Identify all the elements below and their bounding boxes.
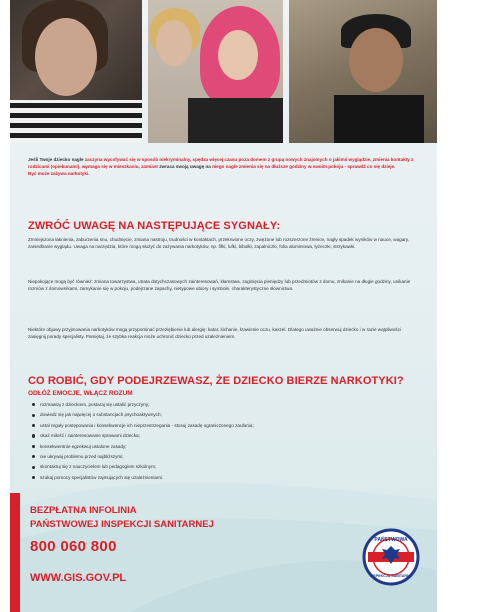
photo-mother-daughter [148,0,283,143]
leaflet-page [10,0,437,612]
signals-paragraph-2: Niepokojące mogą być również: zmiana towarzystwa, utrata dotychczasowych zainteresowań, kłamstwa, zaginięcia pieniędzy lub przedmiotów z domu, znikanie na długie godziny, unikanie rozmów z domownikami, zamykanie się w pokoju, podejrzane zapachy, nietypowe ubiory i symbole, charakterystyczne słownictwo. [28,279,411,291]
logo-bottom-text: INSPEKCJA SANITARNA [369,574,413,578]
photo-strip [10,0,437,143]
logo-top-text: PAŃSTWOWA [374,537,408,543]
signals-paragraph-1: Zmniejszona łaknienia, zaburzenia snu, chudnięcie, zmiana nastroju, trudności w kontaktach, przekrwione oczy, zwężone lub rozszerzone źrenice, nagły spadek wyników w nauce, wagary, zaniedbanie wyglądu. Uwaga na narzędzia, które mogą służyć do zażywania narkotyków, np. fifki, lufki, bibułki, zapalniczki, folia aluminiowa, łyżeczki, strzykawki. [28,237,410,249]
what-to-do-subheading: ODŁÓŻ EMOCJE, WŁĄCZ ROZUM [28,390,133,397]
list-item: nie ukrywaj problemu przed najbliższymi; [32,452,412,462]
signals-paragraph-3: Niektóre objawy przyjmowania narkotyków mogą przypominać przeziębienie lub alergię: katar, kichanie, łzawienie oczu, kaszel. Dlatego uważnie obserwuj dziecko i w razie wątpliwości zasięgnij porady specjalisty. Pamiętaj, że szybka reakcja może uchronić dziecko przed uzależnieniem. [28,327,402,339]
list-item: szukaj pomocy specjalistów zajmujących się uzależnieniami. [32,473,412,483]
list-item: rozmawiaj z dzieckiem, postaraj się ustalić przyczyny; [32,400,412,410]
what-to-do-heading: CO ROBIĆ, GDY PODEJRZEWASZ, ŻE DZIECKO BIERZE NARKOTYKI? [28,375,404,387]
intro-block [28,156,420,177]
eagle-emblem-icon [362,528,420,586]
hotline-subtitle: PAŃSTWOWEJ INSPEKCJI SANITARNEJ [30,519,214,530]
list-item: konsekwentnie egzekwuj ustalone zasady; [32,442,412,452]
list-item: ustal reguły postępowania i konsekwencje ich nieprzestrzegania - stosuj zasadę ograniczonego zaufania; [32,421,412,431]
intro-paragraph: Jeśli Twoje dziecko nagle zaczyna wycofywać się w sposób niekryminalny, spędza więcej czasu poza domem z grupą nowych znajomych o jakimś wyglądzie, zmienia kontakty z rodzicami (opiekunami), wymaga się w mieszkaniu, zamiast zwraca swoją uwagę na niego nagle zmienia się na dłuższe godziny w swoim pokoju - sprawdź co się dzieje. Być może zażywa narkotyki. [28,157,414,176]
signals-heading: ZWRÓĆ UWAGĘ NA NASTĘPUJĄCE SYGNAŁY: [28,220,281,232]
hotline-title: BEZPŁATNA INFOLINIA [30,505,137,516]
accent-bar [10,493,20,612]
website-link[interactable]: WWW.GIS.GOV.PL [30,572,127,584]
photo-young-man [289,0,437,143]
hotline-phone[interactable]: 800 060 800 [30,538,117,555]
photo-girl [10,0,142,143]
list-item: skontaktuj się z nauczycielem lub pedagogiem szkolnym; [32,462,412,472]
list-item: okaż miłość i zainteresowanie sprawami dziecka; [32,431,412,441]
list-item: dowiedz się jak najwięcej o substancjach psychoaktywnych; [32,410,412,420]
